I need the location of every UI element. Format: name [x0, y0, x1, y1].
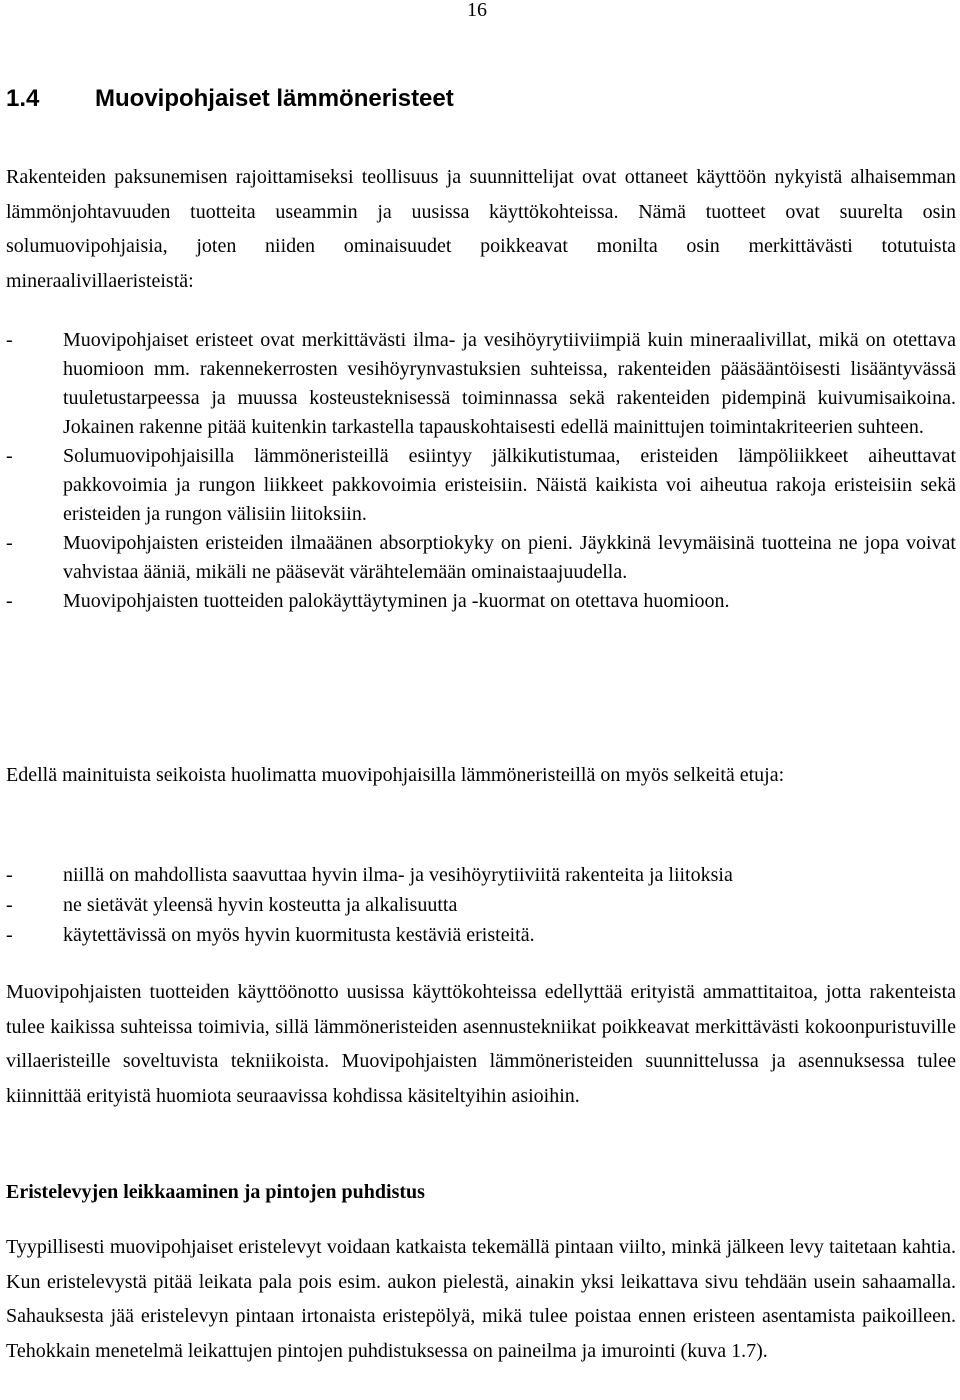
- list-item: [6, 326, 956, 442]
- list-dash: -: [6, 329, 13, 351]
- section-number: 1.4: [6, 85, 40, 112]
- benefits-intro: Edellä mainituista seikoista huolimatta muovipohjaisilla lämmöneristeillä on myös selkeitä etuja:: [6, 764, 785, 786]
- subsection-heading: Eristelevyjen leikkaaminen ja pintojen puhdistus: [6, 1181, 425, 1203]
- installation-paragraph: Muovipohjaisten tuotteiden käyttöönotto uusissa käyttökohteissa edellyttää erityistä ammattitaitoa, jotta rakenteista tulee kaikissa suhteissa toimivia, sillä lämmöneristeiden asennustekniikat poikkeavat merkittävästi kokoonpuristuville villaeristeille soveltuvista tekniikoista. Muovipohjaisten lämmöneristeiden suunnittelussa ja asennuksessa tulee kiinnittää erityistä huomiota seuraavissa kohdissa käsiteltyihin asioihin.: [6, 981, 956, 1107]
- intro-block: [6, 160, 956, 298]
- list-item: [6, 920, 956, 950]
- subsection-block: [6, 1230, 956, 1368]
- list-dash: -: [6, 864, 13, 886]
- list-item: [6, 587, 956, 616]
- list-dash: -: [6, 924, 13, 946]
- list-item: [6, 890, 956, 920]
- benefits-intro-block: [6, 758, 956, 793]
- list-item-text: käytettävissä on myös hyvin kuormitusta kestäviä eristeitä.: [63, 924, 535, 946]
- list-dash: -: [6, 590, 13, 612]
- list-item: [6, 860, 956, 890]
- list-item: [6, 529, 956, 587]
- list-dash: -: [6, 532, 13, 554]
- list-dash: -: [6, 894, 13, 916]
- list-dash: -: [6, 445, 13, 467]
- differences-list: [6, 326, 956, 616]
- benefits-list: [6, 860, 956, 950]
- list-item-text: ne sietävät yleensä hyvin kosteutta ja alkalisuutta: [63, 894, 458, 916]
- section-heading: [6, 84, 454, 114]
- intro-paragraph: Rakenteiden paksunemisen rajoittamiseksi teollisuus ja suunnittelijat ovat ottaneet käyttöön nykyistä alhaisemman lämmönjohtavuuden tuotteita useammin ja uusissa käyttökohteissa. Nämä tuotteet ovat suurelta osin solumuovipohjaisia, joten niiden ominaisuudet poikkeavat monilta osin merkittävästi totutuista mineraalivillaeristeistä:: [6, 166, 956, 292]
- list-item-text: Solumuovipohjaisilla lämmöneristeillä esiintyy jälkikutistumaa, eristeiden lämpöliikkeet aiheuttavat pakkovoimia ja rungon liikkeet pakkovoimia eristeisiin. Näistä kaikista voi aiheutua rakoja eristeisiin sekä eristeiden ja rungon välisiin liitoksiin.: [63, 445, 956, 525]
- installation-block: [6, 975, 956, 1113]
- page-number: 16: [467, 0, 487, 21]
- section-title: Muovipohjaiset lämmöneristeet: [95, 85, 454, 112]
- list-item-text: niillä on mahdollista saavuttaa hyvin ilma- ja vesihöyrytiiviitä rakenteita ja liitoksia: [63, 864, 733, 886]
- list-item: [6, 442, 956, 529]
- list-item-text: Muovipohjaisten tuotteiden palokäyttäytyminen ja -kuormat on otettava huomioon.: [63, 590, 730, 612]
- subsection-paragraph: Tyypillisesti muovipohjaiset eristelevyt voidaan katkaista tekemällä pintaan viilto, minkä jälkeen levy taitetaan kahtia. Kun eristelevystä pitää leikata pala pois esim. aukon pielestä, ainakin yksi leikattava sivu tehdään usein sahaamalla. Sahauksesta jää eristelevyn pintaan irtonaista eristepölyä, mikä tulee poistaa ennen eristeen asentamista paikoilleen. Tehokkain menetelmä leikattujen pintojen puhdistuksessa on paineilma ja imurointi (kuva 1.7).: [6, 1236, 956, 1362]
- list-item-text: Muovipohjaiset eristeet ovat merkittävästi ilma- ja vesihöyrytiiviimpiä kuin mineraalivillat, mikä on otettava huomioon mm. rakennekerrosten vesihöyrynvastuksien suhteissa, rakenteiden pääsääntöisesti lisääntyvässä tuuletustarpeessa ja muussa kosteusteknisessä toiminnassa sekä rakenteiden pidempinä kuivumisaikoina. Jokainen rakenne pitää kuitenkin tarkastella tapauskohtaisesti edellä mainittujen toimintakriteerien suhteen.: [63, 329, 956, 438]
- subsection-heading-block: [6, 1178, 956, 1207]
- list-item-text: Muovipohjaisten eristeiden ilmaäänen absorptiokyky on pieni. Jäykkinä levymäisinä tuotteina ne jopa voivat vahvistaa ääniä, mikäli ne pääsevät värähtelemään ominaistaajuudella.: [63, 532, 956, 583]
